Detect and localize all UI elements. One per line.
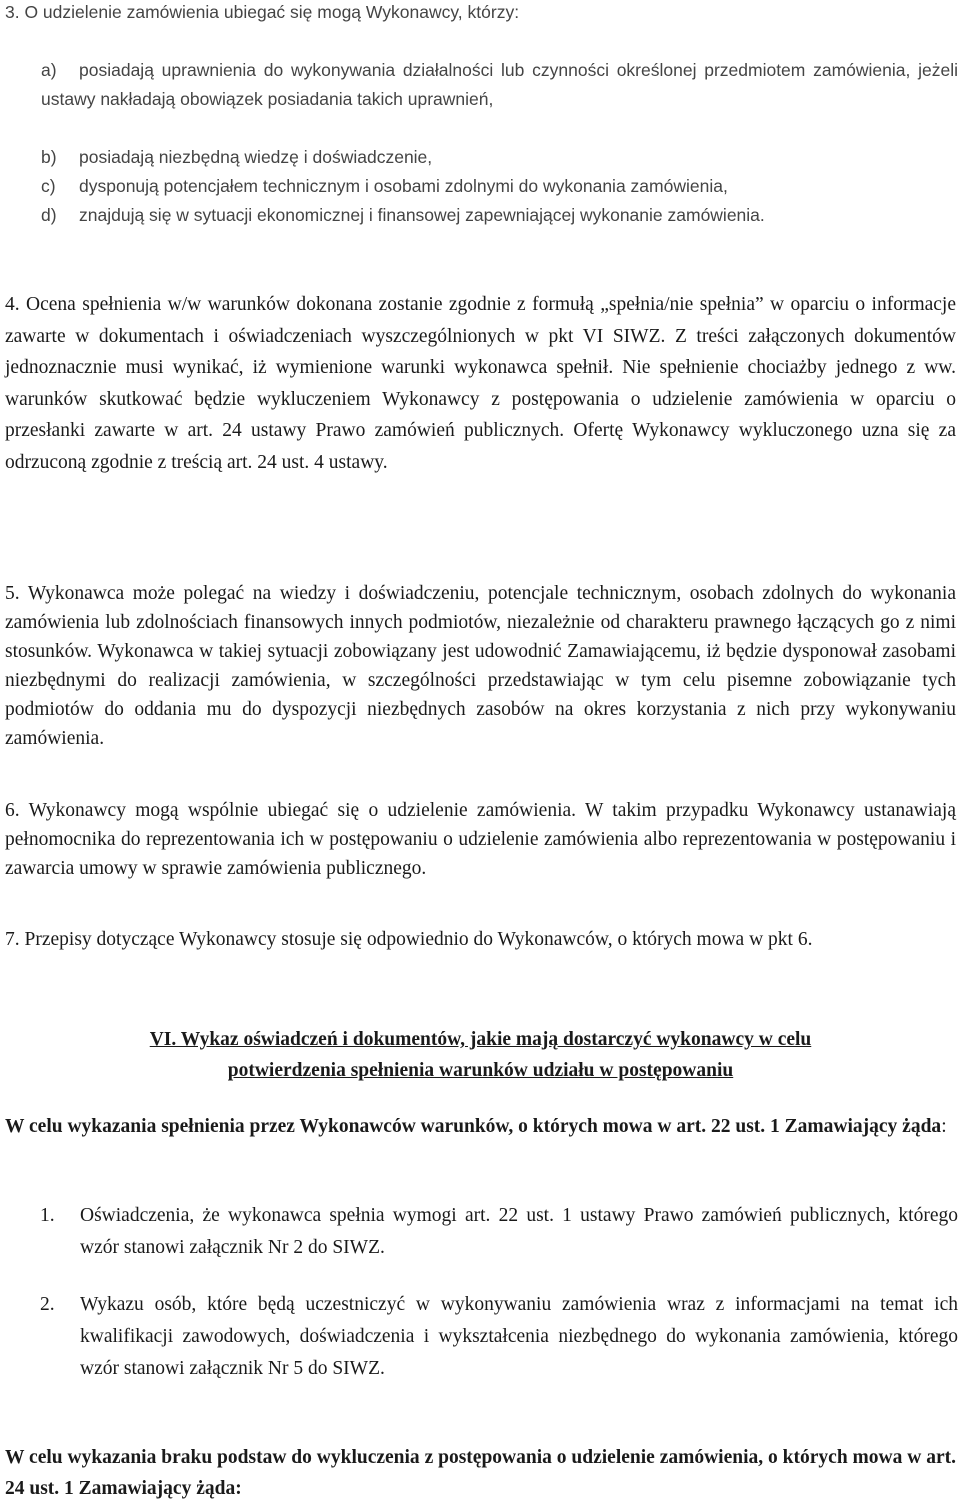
list-text: posiadają uprawnienia do wykonywania działalności lub czynności określonej przedmiotem zamówienia, jeżeli ustawy nakładają obowiązek posiadania takich uprawnień, (41, 60, 958, 109)
list-text: Wykazu osób, które będą uczestniczyć w wykonywaniu zamówienia wraz z informacjami na temat ich kwalifikacji zawodowych, doświadczenia i wykształcenia niezbędnego do wykonania zamówienia, którego wzór stanowi załącznik Nr 5 do SIWZ. (80, 1294, 958, 1379)
list-item-b (41, 143, 958, 172)
list-tag: d) (41, 205, 57, 225)
list-item-a (41, 56, 958, 114)
list-text: Oświadczenia, że wykonawca spełnia wymogi art. 22 ust. 1 ustawy Prawo zamówień publicznych, którego wzór stanowi załącznik Nr 2 do SIWZ. (80, 1205, 958, 1258)
section-4-paragraph: 4. Ocena spełnienia w/w warunków dokonana zostanie zgodnie z formułą „spełnia/nie spełnia” w oparciu o informacje zawarte w dokumentach i oświadczeniach wyszczególnionych w pkt VI SIWZ. Z treści załączonych dokumentów jednoznacznie musi wynikać, iż wymienione warunki wykonawca spełnił. Nie spełnienie chociażby jednego z ww. warunków skutkować będzie wykluczeniem Wykonawcy z postępowania o udzielenie zamówienia w oparciu o przesłanki zawarte w art. 24 ustawy Prawo zamówień publicznych. Ofertę Wykonawcy wykluczonego uzna się za odrzuconą zgodnie z treścią art. 24 ust. 4 ustawy. (5, 294, 956, 473)
section-vi-heading (5, 1024, 956, 1086)
heading-line-2: potwierdzenia spełnienia warunków udziału w postępowaniu (227, 1060, 734, 1081)
list-tag: c) (41, 176, 56, 196)
requirement-exclusion: W celu wykazania braku podstaw do wykluczenia z postępowania o udzielenie zamówienia, o których mowa w art. 24 ust. 1 Zamawiający żąda: (5, 1447, 956, 1499)
list-number: 2. (40, 1294, 55, 1315)
list-tag: a) (41, 60, 57, 80)
requirement-conditions (5, 1111, 956, 1142)
requirement-colon: : (941, 1116, 947, 1137)
section-5-paragraph: 5. Wykonawca może polegać na wiedzy i doświadczeniu, potencjale technicznym, osobach zdolnych do wykonania zamówienia lub zdolnościach finansowych innych podmiotów, niezależnie od charakteru prawnego łączących go z nimi stosunków. Wykonawca w takiej sytuacji zobowiązany jest udowodnić Zamawiającemu, iż będzie dysponował zasobami niezbędnymi do realizacji zamówienia, w szczególności przedstawiając w tym celu pisemne zobowiązanie tych podmiotów do oddania mu do dyspozycji niezbędnych zasobów na okres korzystania z nich przy wykonywaniu zamówienia. (5, 583, 956, 749)
document-list-item-1 (40, 1200, 958, 1264)
list-item-d (41, 201, 958, 230)
section-3-intro: 3. O udzielenie zamówienia ubiegać się mogą Wykonawcy, którzy: (5, 2, 520, 22)
section-6-paragraph: 6. Wykonawcy mogą wspólnie ubiegać się o udzielenie zamówienia. W takim przypadku Wykonawcy ustanawiają pełnomocnika do reprezentowania ich w postępowaniu o udzielenie zamówienia albo reprezentowania w postępowaniu i zawarcia umowy w sprawie zamówienia publicznego. (5, 800, 956, 879)
section-7-paragraph: 7. Przepisy dotyczące Wykonawcy stosuje się odpowiednio do Wykonawców, o których mowa w pkt 6. (5, 929, 813, 950)
list-text: znajdują się w sytuacji ekonomicznej i finansowej zapewniającej wykonanie zamówienia. (79, 205, 765, 225)
heading-line-1: VI. Wykaz oświadczeń i dokumentów, jakie mają dostarczyć wykonawcy w celu (149, 1029, 812, 1050)
list-text: posiadają niezbędną wiedzę i doświadczenie, (79, 147, 433, 167)
list-text: dysponują potencjałem technicznym i osobami zdolnymi do wykonania zamówienia, (79, 176, 728, 196)
requirement-bold-text: W celu wykazania spełnienia przez Wykonawców warunków, o których mowa w art. 22 ust. 1 Zamawiający żąda (5, 1116, 942, 1137)
list-tag: b) (41, 147, 57, 167)
document-list-item-2 (40, 1289, 958, 1385)
list-number: 1. (40, 1205, 55, 1226)
list-item-c (41, 172, 958, 201)
